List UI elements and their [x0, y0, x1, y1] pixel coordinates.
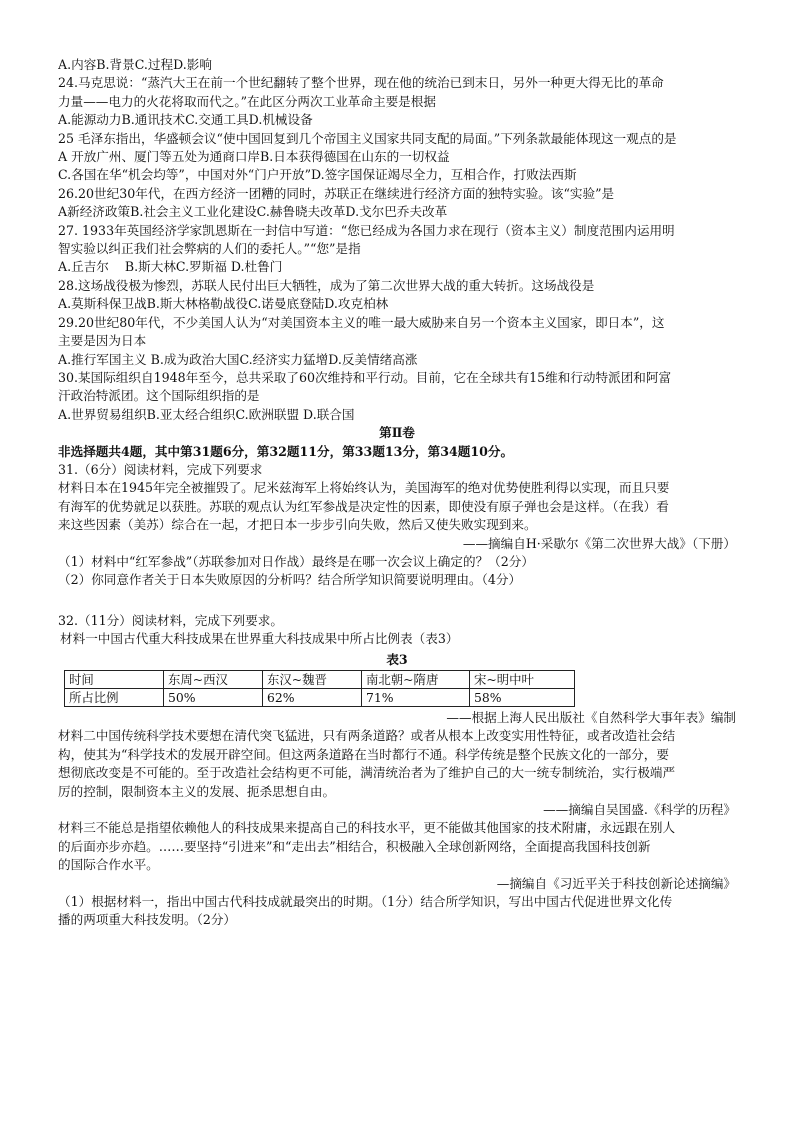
q31-material-2: 有海军的优势就足以获胜。苏联的观点认为红军参战是决定性的因素，即使没有原子弹也会是这样。（在我）看: [58, 498, 669, 514]
q31-source: ——摘编自H·采歇尔《第二次世界大战》（下册）: [462, 535, 736, 551]
q31-prompt-2: （2）你同意作者关于日本失败原因的分析吗？结合所学知识简要说明理由。（4分）: [58, 572, 522, 588]
q25-stem: 25 毛泽东指出，华盛顿会议“使中国回复到几个帝国主义国家共同支配的局面。”下列条款最能体现这一观点的是: [58, 130, 677, 146]
q32-material-2-b: 构，使其为“科学技术的发展开辟空间。但这两条道路在当时都行不通。科学传统是整个民族文化的一部分，要: [58, 746, 669, 762]
q32-material-2-a: 材料二中国传统科学技术要想在清代突飞猛进，只有两条道路？或者从根本上改变实用性特征，或者改造社会结: [58, 728, 676, 744]
q32-material-1-intro: 材料一中国古代重大科技成果在世界重大科技成果中所占比例表（表3）: [60, 631, 459, 647]
table-cell: 东汉~魏晋: [263, 671, 362, 689]
q27-stem-1: 27. 1933年英国经济学家凯恩斯在一封信中写道：“您已经成为各国力求在现行（资本主义）制度范围内运用明: [58, 222, 675, 238]
table-cell: 58%: [470, 689, 575, 707]
table-cell: 南北朝~隋唐: [362, 671, 470, 689]
q31-prompt-1: （1）材料中“红军参战”（苏联参加对日作战）最终是在哪一次会议上确定的？（2分）: [58, 553, 534, 569]
q32-material-3-c: 的国际合作水平。: [58, 857, 159, 873]
q32-prompt-1-b: 播的两项重大科技发明。（2分）: [58, 912, 237, 928]
q31-head: 31.（6分）阅读材料，完成下列要求: [58, 461, 263, 477]
q30-stem-2: 汗政治特派团。这个国际组织指的是: [58, 388, 260, 404]
q32-source-1: ——根据上海人民出版社《自然科学大事年表》编制: [446, 710, 736, 725]
table-cell: 62%: [263, 689, 362, 707]
q31-material-1: 材料日本在1945年完全被摧毁了。尼米兹海军上将始终认为，美国海军的绝对优势使胜利得以实现，而且只要: [58, 480, 670, 496]
table-cell: 所占比例: [65, 689, 164, 707]
q29-stem-1: 29.20世纪80年代，不少美国人认为“对美国资本主义的唯一最大威胁来自另一个资本主义国家，即日本”，这: [58, 314, 665, 330]
section-note: 非选择题共4题，其中第31题6分，第32题11分，第33题13分，第34题10分。: [58, 443, 514, 459]
q32-material-2-d: 厉的控制，限制资本主义的发展、扼杀思想自由。: [58, 783, 336, 799]
q28-stem: 28.这场战役极为惨烈，苏联人民付出巨大牺牲，成为了第二次世界大战的重大转折。这场战役是: [58, 277, 595, 293]
table-row: [65, 689, 575, 707]
table-3: [64, 670, 575, 707]
q28-options: A.莫斯科保卫战B.斯大林格勒战役C.诺曼底登陆D.攻克柏林: [58, 296, 389, 312]
q25-options-cd: C.各国在华“机会均等”，中国对外“门户开放”D.签字国保证竭尽全力，互相合作，打败法西斯: [58, 167, 577, 183]
q27-stem-2: 智实验以纠正我们社会弊病的人们的委托人。”“您”是指: [58, 241, 361, 257]
q31-material-3: 来这些因素（美苏）综合在一起，才把日本一步步引向失败，然后又使失败实现到来。: [58, 517, 537, 533]
q29-options: A.推行军国主义 B.成为政治大国C.经济实力猛增D.反美情绪高涨: [58, 351, 418, 367]
spacer: [58, 590, 736, 612]
q32-material-3-a: 材料三不能总是指望依赖他人的科技成果来提高自己的科技水平，更不能做其他国家的技术附庸，永远跟在别人: [58, 820, 676, 836]
q25-options-ab: A 开放广州、厦门等五处为通商口岸B.日本获得德国在山东的一切权益: [58, 149, 450, 165]
q32-material-3-b: 的后面亦步亦趋。……要坚持“引进来”和“走出去”相结合，积极融入全球创新网络，全面提高我国科技创新: [58, 838, 651, 854]
table-cell: 东周~西汉: [164, 671, 263, 689]
q32-material-2-c: 想彻底改变是不可能的。至于改造社会结构更不可能，满清统治者为了维护自己的大一统专制统治，实行极端严: [58, 765, 676, 781]
section-title: 第Ⅱ卷: [379, 425, 415, 441]
q32-source-2: ——摘编自吴国盛.《科学的历程》: [543, 802, 736, 818]
q30-stem-1: 30.某国际组织自1948年至今，总共采取了60次维持和平行动。目前，它在全球共有15维和行动特派团和阿富: [58, 369, 672, 385]
table-cell: 71%: [362, 689, 470, 707]
table-cell: 时间: [65, 671, 164, 689]
q24-stem-2: 力量——电力的火花将取而代之。”在此区分两次工业革命主要是根据: [58, 93, 436, 109]
q26-options: A新经济政策B.社会主义工业化建设C.赫鲁晓夫改革D.戈尔巴乔夫改革: [58, 204, 448, 220]
q24-stem-1: 24.马克思说：“蒸汽大王在前一个世纪翻转了整个世界，现在他的统治已到末日，另外一种更大得无比的革命: [58, 75, 664, 91]
q24-options: A.能源动力B.通讯技术C.交通工具D.机械设备: [58, 112, 313, 128]
q32-source-3: —摘编自《习近平关于科技创新论述摘编》: [496, 875, 736, 891]
table-cell: 50%: [164, 689, 263, 707]
q32-prompt-1-a: （1）根据材料一，指出中国古代科技成就最突出的时期。（1分）结合所学知识，写出中国古代促进世界文化传: [58, 894, 673, 910]
q30-options: A.世界贸易组织B.亚太经合组织C.欧洲联盟 D.联合国: [58, 406, 355, 422]
q23-options: A.内容B.背景C.过程D.影响: [58, 57, 212, 72]
q32-head: 32.（11分）阅读材料，完成下列要求。: [58, 612, 283, 628]
table-header-row: [65, 671, 575, 689]
q26-stem: 26.20世纪30年代，在西方经济一团糟的同时，苏联正在继续进行经济方面的独特实验。该“实验”是: [58, 185, 615, 201]
q29-stem-2: 主要是因为日本: [58, 333, 147, 349]
table-cell: 宋~明中叶: [470, 671, 575, 689]
q27-options: A.丘吉尔 B.斯大林C.罗斯福 D.杜鲁门: [58, 259, 283, 275]
table-3-title: 表3: [386, 651, 408, 667]
